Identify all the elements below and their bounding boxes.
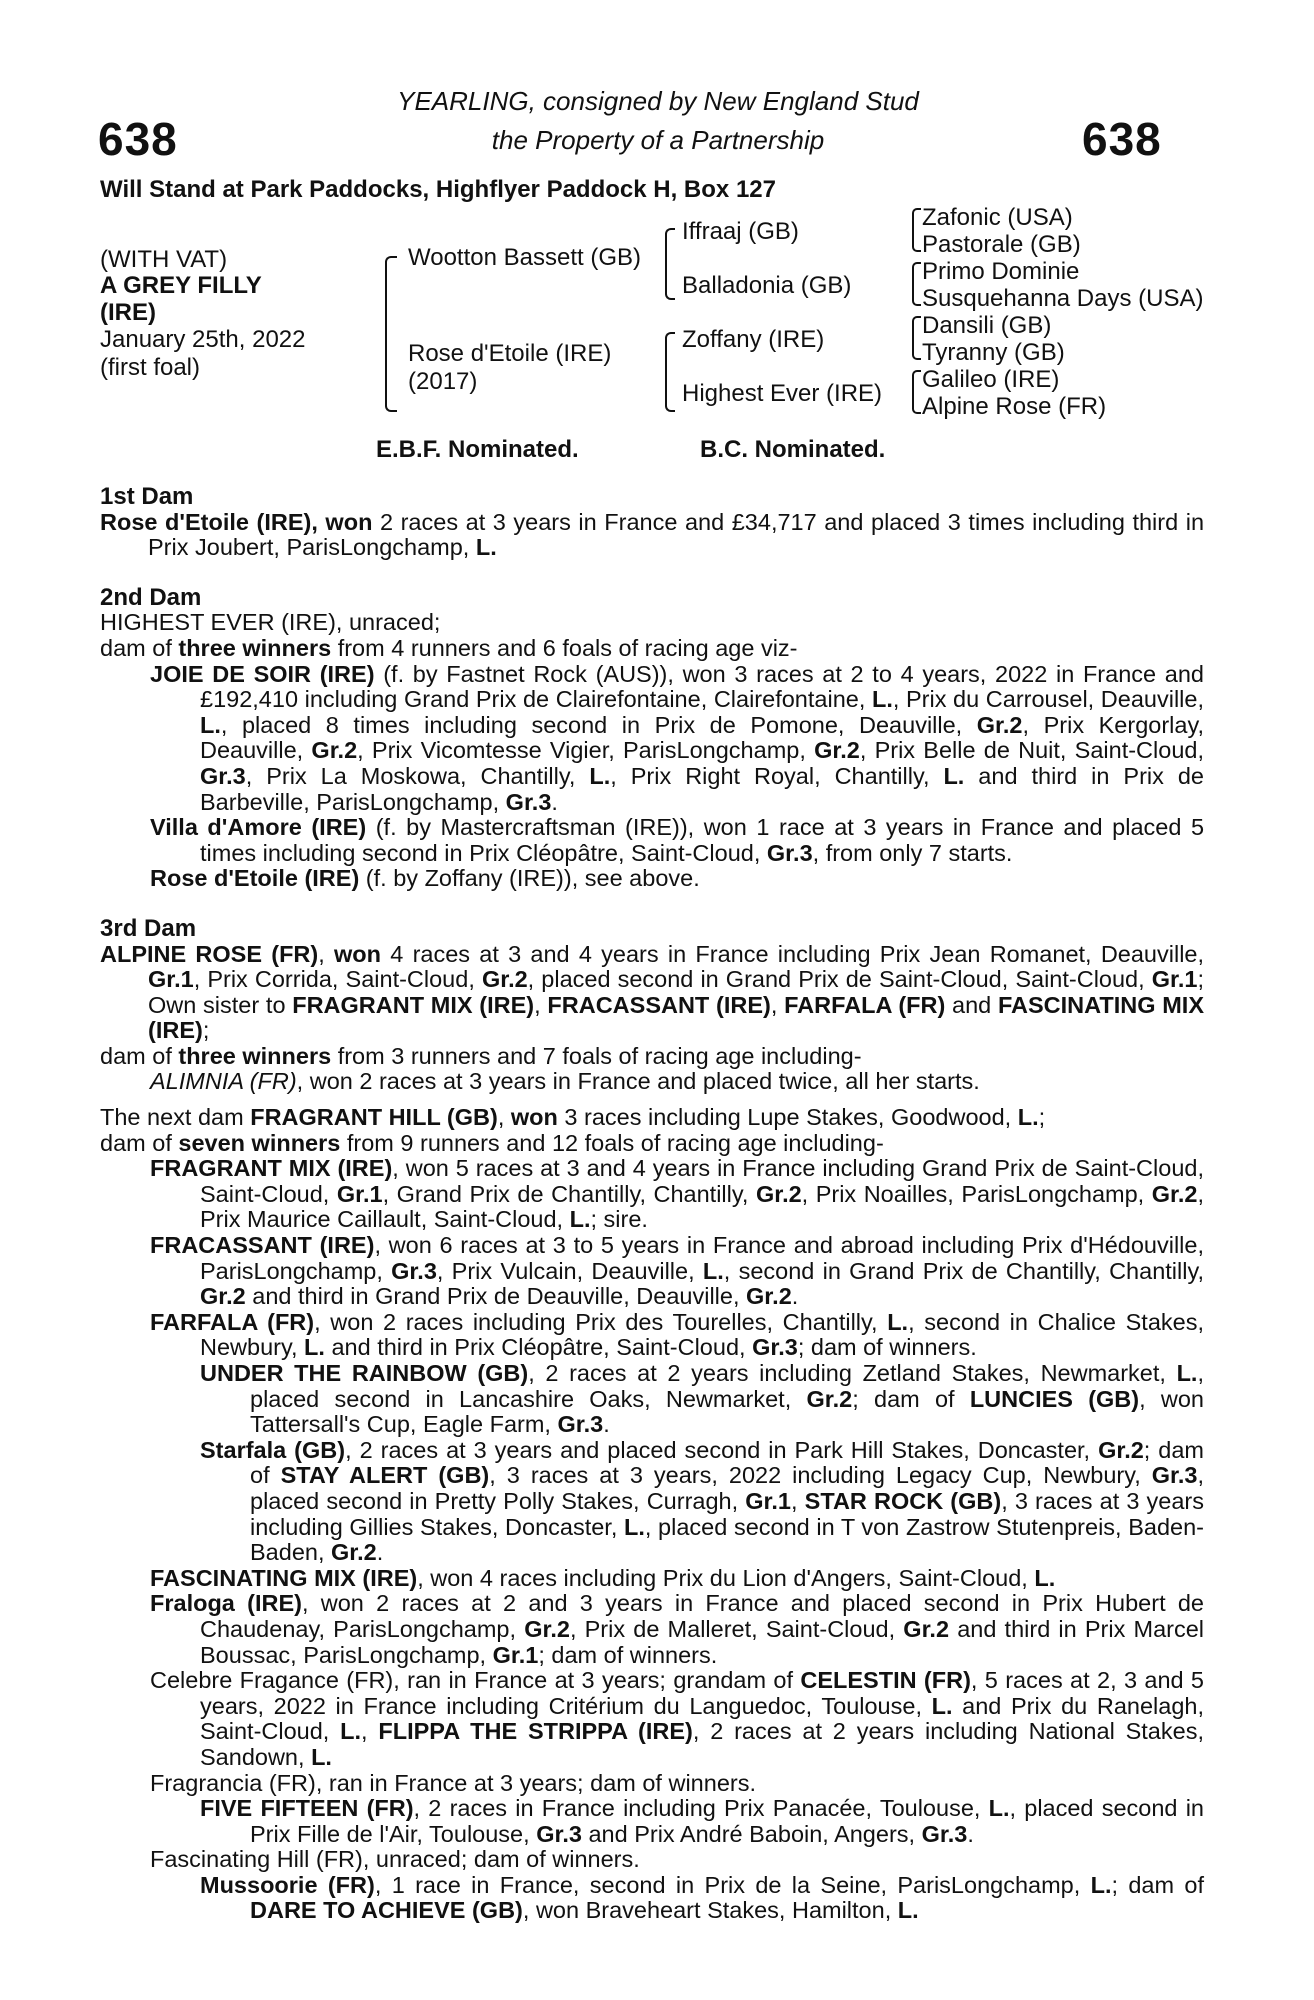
dam2-progeny-villa: Villa d'Amore (IRE) (f. by Mastercraftsman (IRE)), won 1 race at 3 years in France and placed 5 times including second in Prix Cléopâtre, Saint-Cloud, Gr.3, from only 7 starts. (150, 814, 1205, 866)
section-1st-dam: 1st Dam (100, 483, 194, 510)
progeny-fracassant: FRACASSANT (IRE), won 6 races at 3 to 5 years in France and abroad including Prix d'Hédouville, ParisLongchamp, Gr.3, Prix Vulcain, Deauville, L., second in Grand Prix de Chantilly, Chantilly, Gr.2 and third in Grand Prix de Deauville, Deauville, Gr.2. (150, 1232, 1204, 1310)
progeny-five-fifteen: FIVE FIFTEEN (FR), 2 races in France including Prix Panacée, Toulouse, L., placed second in Prix Fille de l'Air, Toulouse, Gr.3 and Prix André Baboin, Angers, Gr.3. (200, 1795, 1204, 1847)
progeny-farfala: FARFALA (FR), won 2 races including Prix des Tourelles, Chantilly, L., second in Chalice Stakes, Newbury, L. and third in Prix Cléopâtre, Saint-Cloud, Gr.3; dam of winners. (150, 1308, 1204, 1361)
dam1-entry: Rose d'Etoile (IRE), won 2 races at 3 years in France and £34,717 and placed 3 times including third in Prix Joubert, ParisLongchamp, L. (100, 508, 1205, 561)
pedigree-ds: Zoffany (IRE) (682, 326, 825, 353)
dam3-entry: ALPINE ROSE (FR), won 4 races at 3 and 4 years in France including Prix Jean Romanet, Deauville, Gr.1, Prix Corrida, Saint-Cloud, Gr.2, placed second in Grand Prix de Saint-Cloud, Saint-Cloud, Gr.1; Own sister to FRAGRANT MIX (IRE), FRACASSANT (IRE), FARFALA (FR) and FASCINATING MIX (IRE); (100, 940, 1205, 1044)
next-dam-entry: The next dam FRAGRANT HILL (GB), won 3 races including Lupe Stakes, Goodwood, L.; (100, 1104, 1046, 1131)
section-2nd-dam: 2nd Dam (100, 583, 202, 611)
pedigree-dss: Dansili (GB) (922, 312, 1052, 339)
pedigree-brace-ss (912, 208, 921, 252)
progeny-mussoorie: Mussoorie (FR), 1 race in France, second in Prix de la Seine, ParisLongchamp, L.; dam of DARE TO ACHIEVE (GB), won Braveheart Stakes, Hamilton, L. (200, 1871, 1205, 1924)
lot-number-right: 638 (1082, 113, 1162, 165)
pedigree-dds: Galileo (IRE) (922, 366, 1060, 393)
dam3-progeny-alimnia: ALIMNIA (FR), won 2 races at 3 years in France and placed twice, all her starts. (150, 1068, 980, 1095)
vat-note: (WITH VAT) (100, 246, 228, 273)
progeny-under-the-rainbow: UNDER THE RAINBOW (GB), 2 races at 2 years including Zetland Stakes, Newmarket, L., placed second in Lancashire Oaks, Newmarket, Gr.2; dam of LUNCIES (GB), won Tattersall's Cup, Eagle Farm, Gr.3. (200, 1360, 1204, 1438)
progeny-fascinating-mix: FASCINATING MIX (IRE), won 4 races including Prix du Lion d'Angers, Saint-Cloud, L. (150, 1564, 1056, 1591)
dam2-progeny-rose: Rose d'Etoile (IRE) (f. by Zoffany (IRE)), see above. (150, 865, 700, 892)
progeny-fragrancia: Fragrancia (FR), ran in France at 3 years; dam of winners. (150, 1769, 756, 1796)
pedigree-brace-sd (912, 262, 921, 306)
pedigree-ssd: Pastorale (GB) (922, 231, 1081, 258)
horse-name-line1: A GREY FILLY (100, 272, 262, 299)
dam2-dam-of: dam of three winners from 4 runners and 6 foals of racing age viz- (100, 634, 798, 661)
pedigree-brace-dam (665, 332, 675, 412)
stand-location: Will Stand at Park Paddocks, Highflyer Paddock H, Box 127 (100, 176, 776, 203)
pedigree-brace-sire (665, 228, 675, 300)
lot-number-left: 638 (98, 113, 178, 165)
pedigree-brace-dd (912, 370, 921, 414)
pedigree-dam-line2: (2017) (408, 368, 478, 395)
pedigree-sire: Wootton Bassett (GB) (408, 244, 641, 271)
foaling-date: January 25th, 2022 (100, 326, 306, 353)
pedigree-sss: Zafonic (USA) (922, 204, 1073, 231)
pedigree-brace-ds (912, 316, 921, 360)
progeny-fascinating-hill: Fascinating Hill (FR), unraced; dam of winners. (150, 1846, 640, 1873)
progeny-fraloga: Fraloga (IRE), won 2 races at 2 and 3 years in France and placed second in Prix Hubert de Chaudenay, ParisLongchamp, Gr.2, Prix de Malleret, Saint-Cloud, Gr.2 and third in Prix Marcel Boussac, ParisLongchamp, Gr.1; dam of winners. (150, 1590, 1205, 1668)
dam2-intro: HIGHEST EVER (IRE), unraced; (100, 609, 441, 636)
progeny-fragrant-mix: FRAGRANT MIX (IRE), won 5 races at 3 and 4 years in France including Grand Prix de Saint-Cloud, Saint-Cloud, Gr.1, Grand Prix de Chantilly, Chantilly, Gr.2, Prix Noailles, ParisLongchamp, Gr.2, Prix Maurice Caillault, Saint-Cloud, L.; sire. (150, 1155, 1204, 1233)
dam2-progeny-joie: JOIE DE SOIR (IRE) (f. by Fastnet Rock (AUS)), won 3 races at 2 to 4 years, 2022 in France and £192,410 including Grand Prix de Clairefontaine, Clairefontaine, L., Prix du Carrousel, Deauville, L., placed 8 times including second in Prix de Pomone, Deauville, Gr.2, Prix Kergorlay, Deauville, Gr.2, Prix Vicomtesse Vigier, ParisLongchamp, Gr.2, Prix Belle de Nuit, Saint-Cloud, Gr.3, Prix La Moskowa, Chantilly, L., Prix Right Royal, Chantilly, L. and third in Prix de Barbeville, ParisLongchamp, Gr.3. (150, 660, 1204, 815)
foal-note: (first foal) (100, 354, 201, 381)
pedigree-sds: Primo Dominie (922, 258, 1080, 285)
pedigree-sdd: Susquehanna Days (USA) (922, 285, 1204, 312)
catalogue-body (100, 484, 1204, 1924)
dam3-dam-of: dam of three winners from 3 runners and 7 foals of racing age including- (100, 1042, 862, 1069)
pedigree-brace-main (385, 256, 397, 412)
horse-name-line2: (IRE) (100, 299, 156, 326)
pedigree-dd: Highest Ever (IRE) (682, 380, 883, 407)
pedigree-ss: Iffraaj (GB) (682, 218, 799, 245)
header-line1: YEARLING, consigned by New England Stud (397, 86, 919, 116)
progeny-celebre-fragance: Celebre Fragance (FR), ran in France at 3 years; grandam of CELESTIN (FR), 5 races at 2, 3 and 5 years, 2022 in France including Critérium du Languedoc, Toulouse, L. and Prix du Ranelagh, Saint-Cloud, L., FLIPPA THE STRIPPA (IRE), 2 races at 2 years including National Stakes, Sandown, L. (150, 1667, 1205, 1770)
pedigree-sd: Balladonia (GB) (682, 272, 852, 299)
ebf-nominated: E.B.F. Nominated. (376, 436, 579, 463)
dam1-name: Rose d'Etoile (IRE) (100, 508, 312, 535)
header-line2: the Property of a Partnership (491, 125, 825, 155)
next-dam-dam-of: dam of seven winners from 9 runners and 12 foals of racing age including- (100, 1129, 884, 1156)
pedigree-dam-line1: Rose d'Etoile (IRE) (408, 340, 612, 367)
section-3rd-dam: 3rd Dam (100, 914, 197, 942)
pedigree-ddd: Alpine Rose (FR) (922, 393, 1107, 420)
progeny-starfala: Starfala (GB), 2 races at 3 years and placed second in Park Hill Stakes, Doncaster, Gr.2; dam of STAY ALERT (GB), 3 races at 3 years, 2022 including Legacy Cup, Newbury, Gr.3, placed second in Pretty Polly Stakes, Curragh, Gr.1, STAR ROCK (GB), 3 races at 3 years including Gillies Stakes, Doncaster, L., placed second in T von Zastrow Stutenpreis, Baden-Baden, Gr.2. (200, 1436, 1205, 1566)
pedigree-dsd: Tyranny (GB) (922, 339, 1065, 366)
bc-nominated: B.C. Nominated. (700, 436, 886, 463)
